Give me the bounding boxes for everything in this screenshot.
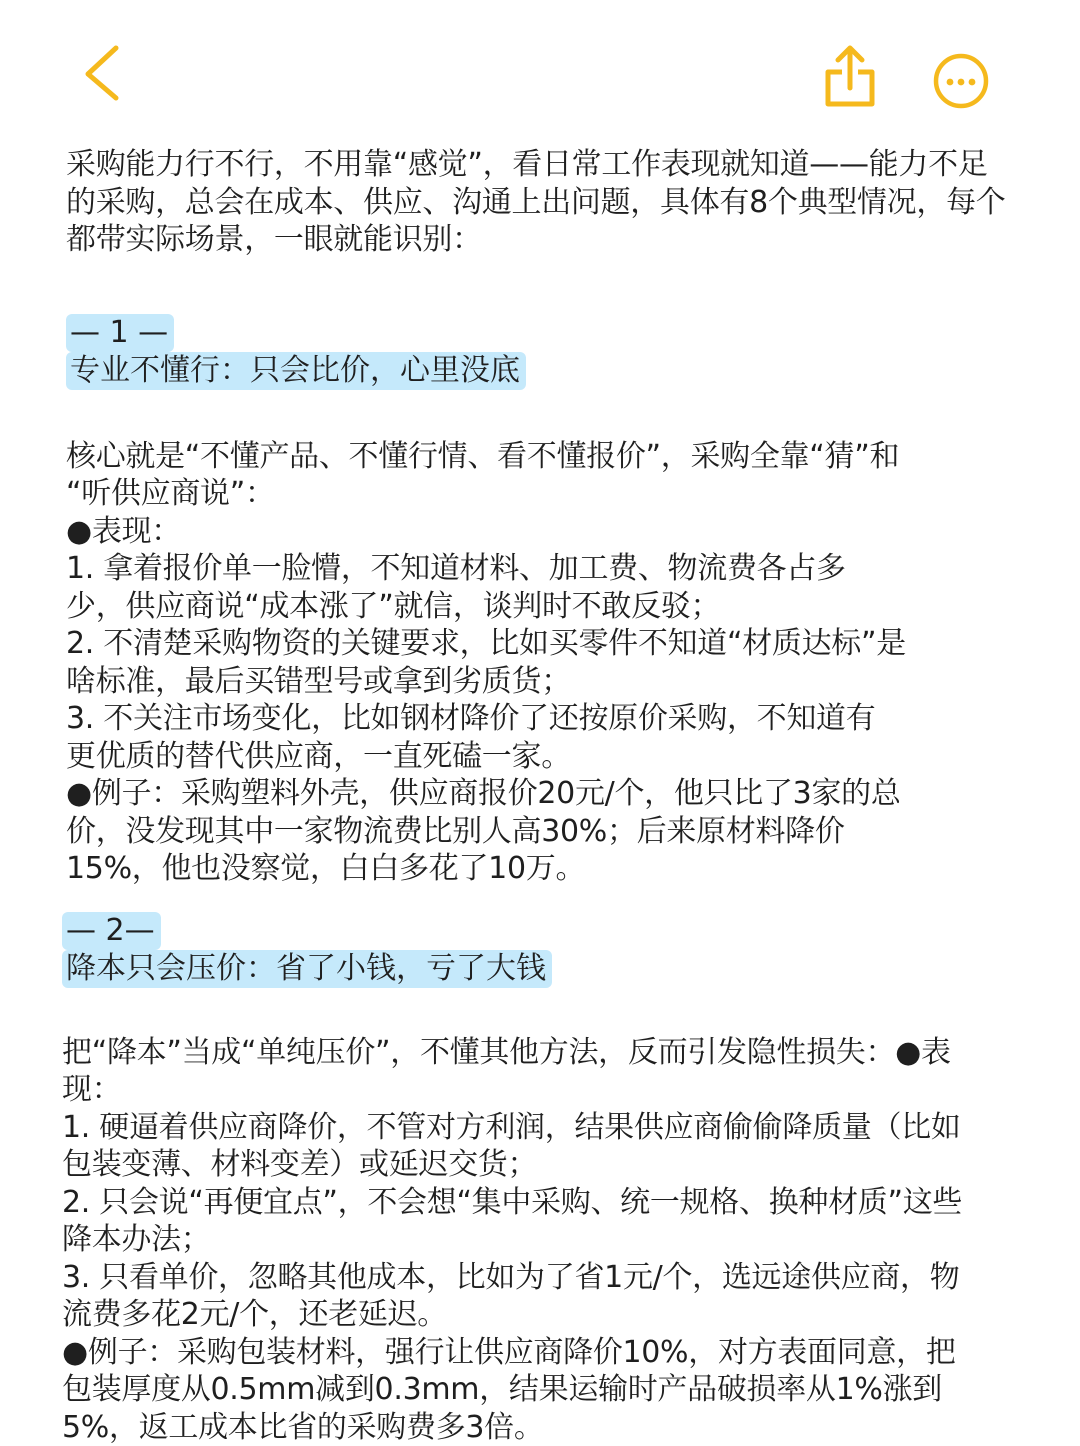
intro-paragraph: 采购能力行不行，不用靠“感觉”，看日常工作表现就知道——能力不足的采购，总会在成本、供应、沟通上出问题，具体有8个典型情况，每个都带实际场景，一眼就能识别： xyxy=(66,146,1016,259)
article-content xyxy=(66,146,1016,1446)
share-button[interactable] xyxy=(822,44,878,108)
section-body: 把“降本”当成“单纯压价”，不懂其他方法，反而引发隐性损失：●表 现： 1. 硬逼着供应商降价，不管对方利润，结果供应商偷偷降质量（比如 包装变薄、材料变差）或延迟交货； 2. 只会说“再便宜点”，不会想“集中采购、统一规格、换种材质”这些 降本办法； 3. 只看单价，忽略其他成本，比如为了省1元/个，选远途供应商，物 流费多花2元/个，还老延迟。 ●例子：采购包装材料，强行让供应商降价10%，对方表面同意，把 包装厚度从0.5mm减到0.3mm，结果运输时产品破损率从1%涨到 5%，返工成本比省的采购费多3倍。 xyxy=(62,1034,1016,1446)
section-body: 核心就是“不懂产品、不懂行情、看不懂报价”，采购全靠“猜”和 “听供应商说”： ●表现： 1. 拿着报价单一脸懵，不知道材料、加工费、物流费各占多 少，供应商说“成本涨了”就信，谈判时不敢反驳； 2. 不清楚采购物资的关键要求，比如买零件不知道“材质达标”是 啥标准，最后买错型号或拿到劣质货； 3. 不关注市场变化，比如钢材降价了还按原价采购，不知道有 更优质的替代供应商，一直死磕一家。 ●例子：采购塑料外壳，供应商报价20元/个，他只比了3家的总 价，没发现其中一家物流费比别人高30%；后来原材料降价 15%，他也没察觉，白白多花了10万。 xyxy=(66,438,1016,888)
section-1 xyxy=(66,314,1016,888)
section-title: 专业不懂行：只会比价，心里没底 xyxy=(66,352,526,390)
back-button[interactable] xyxy=(78,40,128,104)
more-dots-icon xyxy=(932,52,990,110)
section-title: 降本只会压价：省了小钱，亏了大钱 xyxy=(62,950,552,988)
more-button[interactable] xyxy=(932,52,990,110)
top-toolbar xyxy=(0,0,1080,130)
chevron-left-icon xyxy=(78,40,128,104)
share-icon xyxy=(822,44,878,108)
section-number: — 2— xyxy=(62,912,161,950)
section-2 xyxy=(62,912,1016,1446)
section-number: — 1 — xyxy=(66,314,174,352)
